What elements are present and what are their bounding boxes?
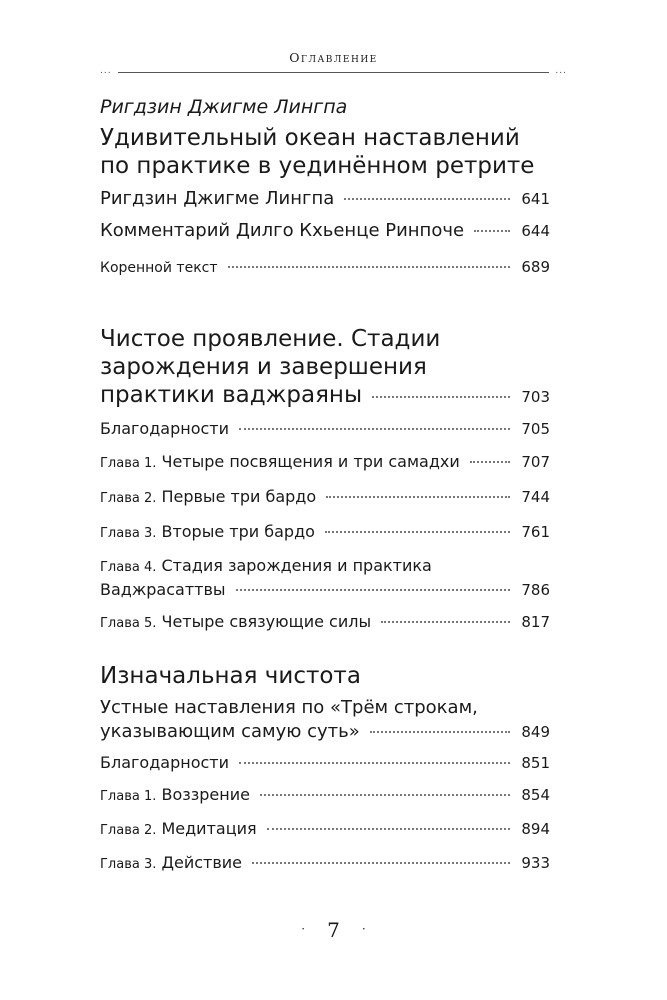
- leader-dots: [381, 621, 510, 623]
- leader-dots: [236, 589, 510, 591]
- toc-entry-title: Действие: [161, 853, 242, 872]
- toc-entry[interactable]: [100, 256, 550, 279]
- leader-dots: [260, 794, 510, 796]
- toc-entry-title: Ригдзин Джигме Лингпа: [100, 188, 335, 209]
- header-line: [118, 72, 549, 73]
- chapter-prefix: Глава 2.: [100, 823, 157, 838]
- section-title-line: практики ваджраяны: [100, 382, 363, 408]
- toc-entry-title: Стадия зарождения и практика: [161, 556, 432, 575]
- toc-entry-page: 689: [521, 258, 550, 276]
- section-title-line: Изначальная чистота: [100, 663, 361, 689]
- toc-entry-page: 849: [521, 723, 550, 741]
- leader-dots: [239, 428, 510, 430]
- toc-entry-title: Первые три бардо: [161, 487, 317, 506]
- leader-dots: [267, 828, 510, 830]
- toc-entry[interactable]: [100, 381, 550, 411]
- toc-entry[interactable]: [100, 817, 550, 843]
- toc-entry-title: Благодарности: [100, 419, 229, 438]
- chapter-prefix: Глава 4.: [100, 560, 157, 575]
- toc-entry-page: 761: [521, 523, 550, 541]
- toc-entry-page: 705: [521, 420, 550, 438]
- toc-entry[interactable]: [100, 851, 550, 877]
- toc-entry-page: 851: [521, 754, 550, 772]
- toc-entry-title: Вторые три бардо: [161, 522, 315, 541]
- footer-dot-right: ·: [361, 922, 366, 936]
- toc-section-2: [100, 325, 550, 636]
- toc-entry[interactable]: [100, 696, 550, 744]
- toc-entry[interactable]: [100, 783, 550, 809]
- section-title-line: зарождения и завершения: [100, 354, 427, 380]
- header-dots-right: ...: [555, 66, 567, 76]
- chapter-prefix: Глава 3.: [100, 857, 157, 872]
- toc-entry-page: 641: [521, 190, 550, 208]
- chapter-prefix: Глава 2.: [100, 491, 157, 506]
- chapter-prefix: Глава 5.: [100, 616, 157, 631]
- header-rule: [100, 66, 567, 76]
- toc-entry[interactable]: [100, 218, 550, 244]
- toc-entry[interactable]: [100, 555, 550, 601]
- toc-entry-title: Благодарности: [100, 753, 229, 772]
- chapter-prefix: Глава 3.: [100, 526, 157, 541]
- toc-entry-title-line2: Ваджрасаттвы: [100, 580, 226, 599]
- toc-entry-title-line2: указывающим самую суть»: [100, 721, 360, 742]
- toc-section-1: [100, 96, 550, 279]
- toc-entry-page: 894: [521, 820, 550, 838]
- toc-entry[interactable]: [100, 417, 550, 441]
- toc-entry-page: 786: [521, 581, 550, 599]
- leader-dots: [325, 531, 510, 533]
- toc-entry-page: 703: [521, 388, 550, 406]
- toc-entry-title: Устные наставления по «Трём строкам,: [100, 697, 478, 718]
- toc-entry[interactable]: [100, 450, 550, 476]
- chapter-prefix: Глава 1.: [100, 456, 157, 471]
- leader-dots: [228, 266, 510, 268]
- toc-entry-title: Комментарий Дилго Кхьенце Ринпоче: [100, 220, 465, 241]
- section-title-line: Удивительный океан наставлений: [100, 125, 520, 151]
- leader-dots: [474, 230, 510, 232]
- leader-dots: [239, 762, 510, 764]
- running-head: Оглавление: [289, 50, 378, 65]
- toc-entry-page: 817: [521, 613, 550, 631]
- leader-dots: [370, 731, 510, 733]
- leader-dots: [470, 461, 510, 463]
- page-number-footer: [0, 918, 667, 942]
- toc-entry-page: 707: [521, 453, 550, 471]
- leader-dots: [326, 496, 510, 498]
- leader-dots: [252, 862, 510, 864]
- footer-dot-left: ·: [301, 922, 306, 936]
- toc-section-3: [100, 662, 550, 877]
- section-author: Ригдзин Джигме Лингпа: [100, 96, 348, 118]
- toc-entry-page: 933: [521, 854, 550, 872]
- section-title-line: Чистое проявление. Стадии: [100, 326, 441, 352]
- toc-entry-page: 644: [521, 222, 550, 240]
- toc-entry[interactable]: [100, 485, 550, 511]
- toc-entry[interactable]: [100, 520, 550, 546]
- leader-dots: [344, 198, 510, 200]
- chapter-prefix: Глава 1.: [100, 789, 157, 804]
- toc-entry[interactable]: [100, 186, 550, 212]
- toc-entry-title: Коренной текст: [100, 260, 218, 276]
- toc-entry-page: 744: [521, 488, 550, 506]
- toc-entry-title: Воззрение: [161, 785, 250, 804]
- section-title-line: по практике в уединённом ретрите: [100, 153, 535, 179]
- toc-entry-title: Медитация: [161, 819, 257, 838]
- toc-entry[interactable]: [100, 610, 550, 636]
- page-number: 7: [327, 918, 340, 942]
- toc-entry-title: Четыре посвящения и три самадхи: [161, 452, 460, 471]
- toc-entry-title: Четыре связующие силы: [161, 612, 372, 631]
- toc-entry[interactable]: [100, 751, 550, 775]
- leader-dots: [372, 396, 510, 398]
- toc-entry-page: 854: [521, 786, 550, 804]
- header-dots-left: ...: [100, 66, 112, 76]
